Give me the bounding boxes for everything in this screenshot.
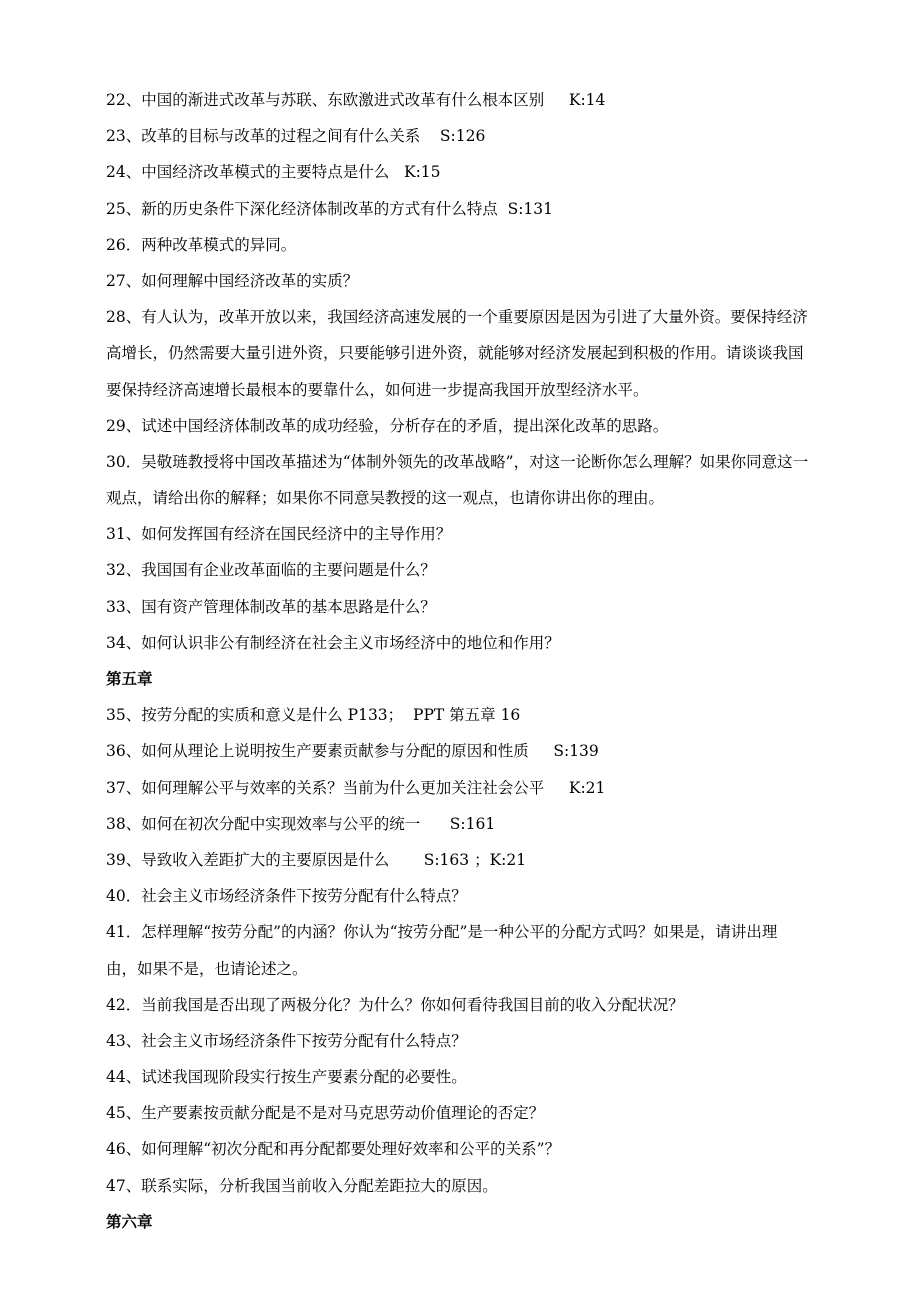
question-38: 38、如何在初次分配中实现效率与公平的统一 S:161 (106, 814, 496, 833)
question-25: 25、新的历史条件下深化经济体制改革的方式有什么特点 S:131 (106, 199, 554, 218)
question-37: 37、如何理解公平与效率的关系？当前为什么更加关注社会公平 K:21 (106, 778, 606, 797)
question-35: 35、按劳分配的实质和意义是什么 P133； PPT 第五章 16 (106, 706, 521, 725)
question-40: 40．社会主义市场经济条件下按劳分配有什么特点？ (106, 887, 467, 906)
question-41-line-1: 41．怎样理解“按劳分配”的内涵？你认为“按劳分配”是一种公平的分配方式吗？如果是，请讲出理 (106, 923, 778, 942)
chapter-5-heading: 第五章 (106, 670, 153, 688)
question-22: 22、中国的渐进式改革与苏联、东欧激进式改革有什么根本区别 K:14 (106, 91, 606, 109)
question-32: 32、我国国有企业改革面临的主要问题是什么？ (106, 561, 436, 580)
document-page (106, 82, 840, 1240)
question-31: 31、如何发挥国有经济在国民经济中的主导作用？ (106, 525, 452, 544)
question-33: 33、国有资产管理体制改革的基本思路是什么？ (106, 597, 436, 616)
question-23: 23、改革的目标与改革的过程之间有什么关系 S:126 (106, 127, 486, 146)
question-26: 26．两种改革模式的异同。 (106, 235, 297, 254)
question-44: 44、试述我国现阶段实行按生产要素分配的必要性。 (106, 1068, 467, 1087)
chapter-6-heading: 第六章 (106, 1212, 153, 1231)
question-30-line-1: 30．吴敬琏教授将中国改革描述为“体制外领先的改革战略”，对这一论断你怎么理解？如果你同意这一 (106, 452, 809, 471)
question-28-line-1: 28、有人认为，改革开放以来，我国经济高速发展的一个重要原因是因为引进了大量外资。要保持经济 (106, 308, 808, 327)
question-43: 43、社会主义市场经济条件下按劳分配有什么特点？ (106, 1031, 467, 1050)
question-36: 36、如何从理论上说明按生产要素贡献参与分配的原因和性质 S:139 (106, 742, 599, 761)
question-46: 46、如何理解“初次分配和再分配都要处理好效率和公平的关系”？ (106, 1140, 561, 1159)
question-39: 39、导致收入差距扩大的主要原因是什么 S:163 ；K:21 (106, 850, 527, 869)
question-29: 29、试述中国经济体制改革的成功经验，分析存在的矛盾，提出深化改革的思路。 (106, 416, 669, 435)
question-45: 45、生产要素按贡献分配是不是对马克思劳动价值理论的否定？ (106, 1104, 545, 1123)
question-41-line-2: 由，如果不是，也请论述之。 (106, 959, 308, 978)
question-27: 27、如何理解中国经济改革的实质？ (106, 271, 359, 290)
question-30-line-2: 观点，请给出你的解释；如果你不同意吴教授的这一观点，也请你讲出你的理由。 (106, 489, 665, 508)
question-24: 24、中国经济改革模式的主要特点是什么 K:15 (106, 163, 441, 182)
question-42: 42．当前我国是否出现了两极分化？为什么？你如何看待我国目前的收入分配状况？ (106, 995, 684, 1014)
question-28-line-2: 高增长，仍然需要大量引进外资，只要能够引进外资，就能够对经济发展起到积极的作用。请谈谈我国 (106, 344, 804, 363)
question-28-line-3: 要保持经济高速增长最根本的要靠什么，如何进一步提高我国开放型经济水平。 (106, 380, 649, 399)
question-34: 34、如何认识非公有制经济在社会主义市场经济中的地位和作用？ (106, 633, 560, 652)
question-47: 47、联系实际，分析我国当前收入分配差距拉大的原因。 (106, 1176, 498, 1195)
